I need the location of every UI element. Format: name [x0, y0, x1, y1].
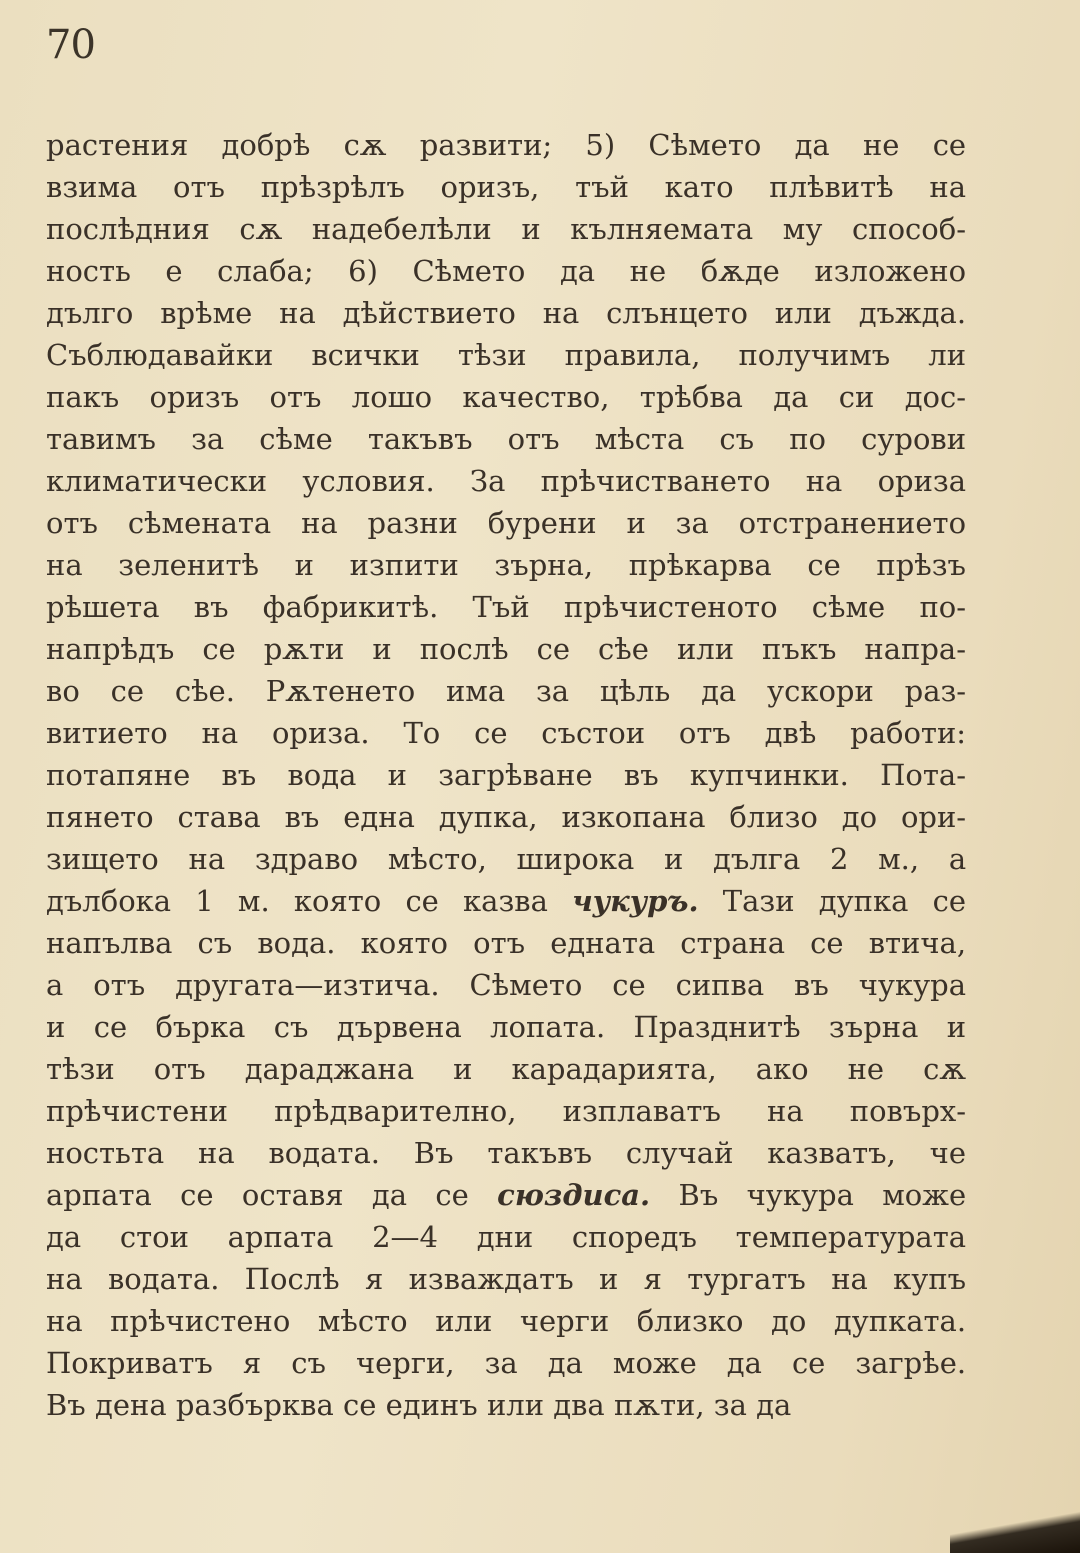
page-edge-shadow	[950, 1493, 1080, 1553]
text-line: Съблюдавайки всички тѣзи правила, получимъ ли	[46, 338, 967, 372]
text-line: пакъ оризъ отъ лошо качество, трѣбва да си дос-	[46, 380, 967, 414]
text-line: во се сѣе. Рѫтенето има за цѣль да ускори раз-	[46, 674, 967, 708]
text-line: дълбока 1 м. която се казва чукуръ. Тази дупка се	[46, 884, 967, 918]
text-line: и се бърка съ дървена лопата. Празднитѣ зърна и	[46, 1010, 967, 1044]
text-line: на водата. Послѣ я изваждатъ и я тургатъ на купъ	[46, 1262, 967, 1296]
text-line: напълва съ вода. която отъ едната страна се втича,	[46, 926, 967, 960]
text-line: пянето става въ една дупка, изкопана близо до ори-	[46, 800, 967, 834]
text-line: арпата се оставя да се сюздиса. Въ чукура може	[46, 1178, 967, 1212]
text-line: Въ дена разбърква се единъ или два пѫти, за да	[46, 1388, 792, 1422]
text-line: на зеленитѣ и изпити зърна, прѣкарва се прѣзъ	[46, 548, 967, 582]
text-line: рѣшета въ фабрикитѣ. Тъй прѣчистеното сѣме по-	[46, 590, 967, 624]
body-text	[46, 124, 966, 1426]
text-line: потапяне въ вода и загрѣване въ купчинки. Пота-	[46, 758, 967, 792]
text-line: зището на здраво мѣсто, широка и дълга 2 м., а	[46, 842, 967, 876]
text-line: на прѣчистено мѣсто или черги близко до дупката.	[46, 1304, 967, 1338]
text-line: климатически условия. За прѣчистването на ориза	[46, 464, 967, 498]
text-line: тѣзи отъ дараджана и карадарията, ако не сѫ	[46, 1052, 967, 1086]
text-line: растения добрѣ сѫ развити; 5) Сѣмето да не се	[46, 128, 967, 162]
text-line: да стои арпата 2—4 дни споредъ температурата	[46, 1220, 967, 1254]
text-line: взима отъ прѣзрѣлъ оризъ, тъй като плѣвитѣ на	[46, 170, 966, 204]
text-line: а отъ другата—изтича. Сѣмето се сипва въ чукура	[46, 968, 966, 1002]
text-line: витието на ориза. То се състои отъ двѣ работи:	[46, 716, 967, 750]
text-line: послѣдния сѫ надебелѣли и кълняемата му способ-	[46, 212, 966, 246]
text-line: ностьта на водата. Въ такъвъ случай казватъ, че	[46, 1136, 966, 1170]
text-line: отъ сѣмената на разни бурени и за отстранението	[46, 506, 967, 540]
text-line: Покриватъ я съ черги, за да може да се загрѣе.	[46, 1346, 967, 1380]
text-line: напрѣдъ се рѫти и послѣ се сѣе или пъкъ напра-	[46, 632, 967, 666]
page-number: 70	[46, 22, 95, 68]
text-line: прѣчистени прѣдварително, изплаватъ на повърх-	[46, 1094, 967, 1128]
text-line: дълго врѣме на дѣйствието на слънцето или дъжда.	[46, 296, 967, 330]
text-line: ность е слаба; 6) Сѣмето да не бѫде изложено	[46, 254, 967, 288]
text-line: тавимъ за сѣме такъвъ отъ мѣста съ по сурови	[46, 422, 967, 456]
